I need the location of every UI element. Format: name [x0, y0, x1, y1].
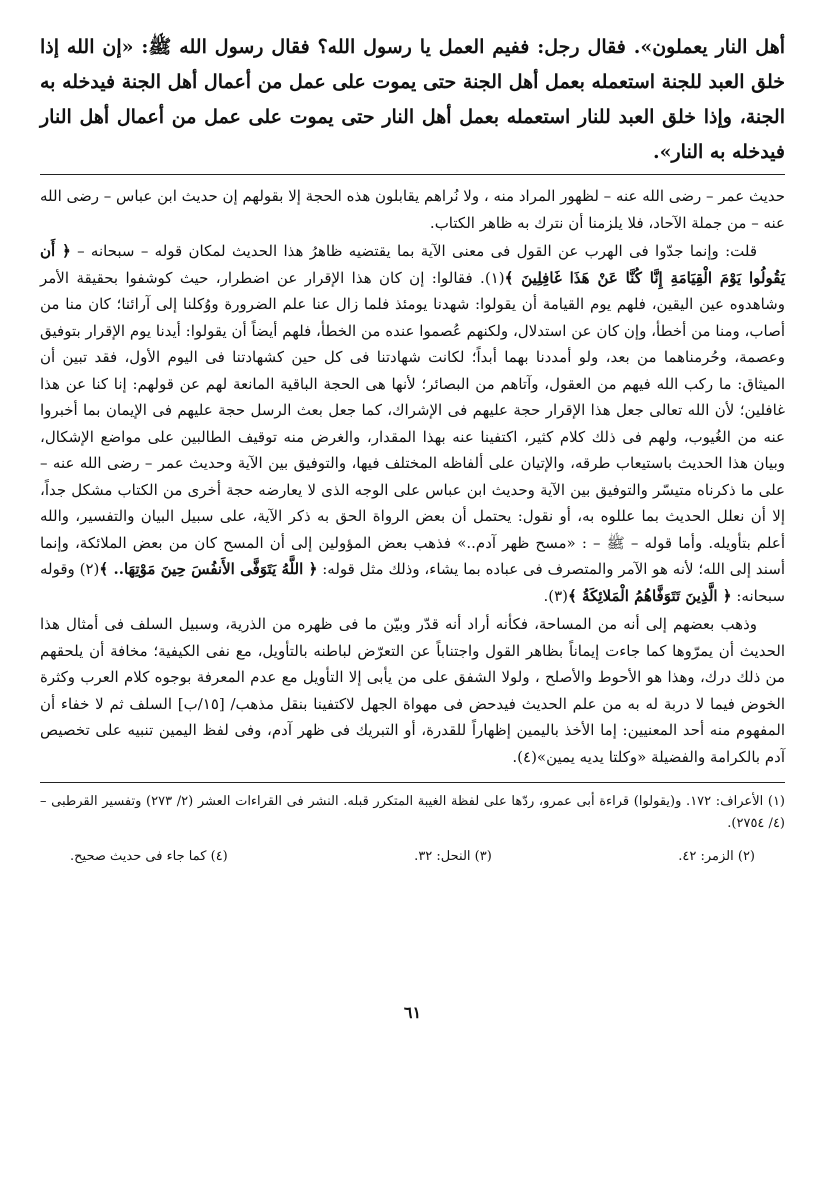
quran-verse-3: ﴿ الَّذِينَ تَتَوَفَّاهُمُ الْمَلائِكَةُ ﴾ — [567, 586, 732, 605]
separator-line — [40, 174, 785, 175]
paragraph-2-text-a: قلت: وإنما جدّوا فى الهرب عن القول فى معنى الآية بما يقتضيه ظاهرُ هذا الحديث لمكان قوله – سبحانه – — [70, 242, 757, 260]
paragraph-2-text-c: (٢) وقوله سبحانه: — [40, 560, 785, 605]
paragraph-2-text-b: (١). فقالوا: إن كان هذا الإقرار عن اضطرار، حيث كوشفوا بحقيقة الأمر وشاهدوه عين اليقين، فلهم يوم القيامة أن يقولوا: شهدنا يومئذ فلما زال عنا علم الضرورة ووُكلنا إلى آرائنا؛ كان منا من أصاب، ومنا من أخطأ، وإن كان عن استدلال، ولكنهم عُصموا عنده من الخطأ، فلهم أيضاً أن يقولوا: أيدنا يوم الإقرار بتوفيق وعصمة، وحُرمناهما من بعد، ولو أمددنا بهما أبداً؛ لكانت شهادتنا فى كل حين كشهادتنا فى اليوم الأول، فقد تبين أن الميثاق: ما ركب الله فيهم من العقول، وآتاهم من البصائر؛ لأنها هى الحجة الباقية المانعة لهم عن قولهم: إنا كنا عن هذا غافلين؛ لأن الله تعالى جعل هذا الإقرار حجة عليهم فى الإشراك، كما جعل بعث الرسل حجة عليهم فى الإيمان بما أخبروا عنه من الغُيوب، ولهم فى ذلك كلام كثير، اكتفينا عنه بهذا المقدار، والغرض منه توقيف الطالبين على مواضع الإشكال، وبيان هذا الحديث باستيعاب طرقه، والإتيان على ألفاظه المختلف فيها، والتوفيق بين الآية وحديث عمر – رضى الله عنه – على ما ذكرناه متيسّر والتوفيق بين الآية وحديث ابن عباس على الوجه الذى لا يعارضه حجة أخرى من الكتاب مشكل جداً، إلا أن نعلل الحديث بما عللوه به، أو نقول: يحتمل أن بعض الرواة الحق به ذكر الآية، على سبيل البيان والتفسير، والله أعلم بتأويله. وأما قوله – ﷺ – : «مسح ظهر آدم..» فذهب بعض المؤولين إلى أن المسح كان من بعض الملائكة، وإنما أسند إلى الله؛ لأنه هو الآمر والمتصرف فى عباده بما يشاء، وذلك مثل قوله: — [40, 268, 785, 578]
footnote-row — [40, 849, 785, 864]
footnote-separator — [40, 782, 785, 783]
paragraph-2-text-d: (٣). — [543, 586, 568, 605]
footnote-4: (٤) كما جاء فى حديث صحيح. — [70, 849, 228, 864]
footnote-3: (٣) النحل: ٣٢. — [414, 849, 492, 864]
paragraph-3: وذهب بعضهم إلى أنه من المساحة، فكأنه أراد أنه قدّر وبيّن ما فى ظهره من الذرية، وسبيل السلف فى أمثال هذا الحديث أن يمرّوها كما جاءت إيماناً بظاهر القول واجتناباً عن التعرّض لباطنه بالتأويل، مع نفى الكيفية؛ مخافة أن يلحقهم من ذلك درك، وهذا هو الأحوط والأصلح ، ولولا الشفق على من يأبى إلا التأويل مع عدم المعرفة بوجوه كلام العرب وكثرة الخوض فيما لا دربة له به من علم الحديث فيدحض فى مهواة الجهل لاكتفينا بنقل مذهب/ [١٥/ب] السلف ثم لا خفاء أن المفهوم منه أحد المعنيين: إما الأخذ باليمين إظهاراً للقدرة، أو التبريك فى ظهر آدم، وفى لفظ اليمين تنبيه على تخصيص آدم بالكرامة والفضيلة «وكلتا يديه يمين»(٤). — [40, 615, 786, 766]
paragraph-2 — [40, 238, 785, 609]
page-content — [40, 30, 785, 864]
quran-verse-2: ﴿ اللَّهُ يَتَوَفَّى الأَنفُسَ حِينَ مَوْتِهَا.. ﴾ — [99, 560, 318, 578]
footnote-1: (١) الأعراف: ١٧٢. و(يقولوا) قراءة أبى عمرو، ردّها على لفظة الغيبة المتكرر قبله. النشر فى القراءات العشر (٢/ ٢٧٣) وتفسير القرطبى –(٤/ ٢٧٥٤). — [40, 794, 785, 831]
page-number: ٦١ — [403, 1003, 422, 1022]
hadith-quote: أهل النار يعملون». فقال رجل: ففيم العمل يا رسول الله؟ فقال رسول الله ﷺ: «إن الله إذا خلق العبد للجنة استعمله بعمل أهل الجنة حتى يموت على عمل من أعمال أهل الجنة فيدخله به الجنة، وإذا خلق العبد للنار استعمله بعمل أهل النار حتى يموت على عمل من أعمال أهل النار فيدخله به النار». — [40, 36, 785, 163]
quran-verse-1: ﴿ أَن يَقُولُوا يَوْمَ الْقِيَامَةِ إِنَّا كُنَّا عَنْ هَذَا غَافِلِينَ ﴾ — [40, 242, 785, 287]
paragraph-1: حديث عمر – رضى الله عنه – لظهور المراد منه ، ولا نُراهم يقابلون هذه الحجة إلا بقولهم إن حديث ابن عباس – رضى الله عنه – من جملة الآحاد، فلا يلزمنا أن نترك به ظاهر الكتاب. — [39, 187, 785, 232]
footnote-2: (٢) الزمر: ٤٢. — [678, 849, 755, 864]
